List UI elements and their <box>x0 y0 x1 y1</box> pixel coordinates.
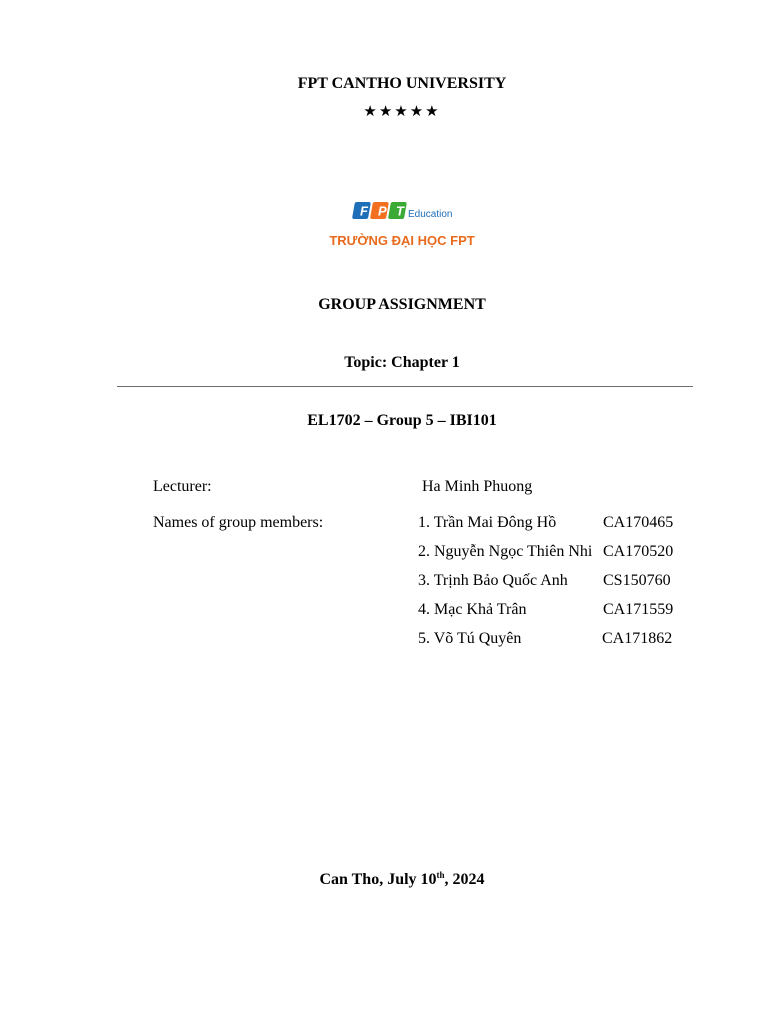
logo-wordmark-p: P <box>378 203 387 219</box>
member-name: 1. Trần Mai Đông Hồ <box>418 514 557 531</box>
date-prefix: Can Tho, July 10 <box>319 871 437 888</box>
logo-subtitle: TRƯỜNG ĐẠI HỌC FPT <box>329 233 475 248</box>
member-name: 4. Mạc Khả Trân <box>418 601 527 618</box>
date-line <box>0 871 768 889</box>
date-year: , 2024 <box>444 871 485 888</box>
member-id: CA170520 <box>603 543 674 560</box>
member-id: CA171862 <box>602 630 673 647</box>
logo-education-text: Education <box>408 209 453 220</box>
member-name: 3. Trịnh Bảo Quốc Anh <box>418 572 568 589</box>
fpt-education-logo <box>312 196 492 252</box>
horizontal-divider <box>117 386 693 387</box>
member-id: CA170465 <box>603 514 674 531</box>
member-name: 2. Nguyễn Ngọc Thiên Nhi <box>418 543 593 560</box>
course-line: EL1702 – Group 5 – IBI101 <box>307 412 497 429</box>
logo-wordmark-t: T <box>396 203 404 219</box>
university-name: FPT CANTHO UNIVERSITY <box>297 75 507 92</box>
member-id: CA171559 <box>603 601 674 618</box>
assignment-title: GROUP ASSIGNMENT <box>318 296 486 313</box>
date-ordinal-suffix: th <box>436 870 445 880</box>
lecturer-name: Ha Minh Phuong <box>422 478 533 495</box>
member-name: 5. Võ Tú Quyên <box>418 630 522 647</box>
members-label: Names of group members: <box>153 514 324 531</box>
logo-wordmark-f: F <box>360 203 368 219</box>
member-id: CS150760 <box>603 572 671 589</box>
stars-decoration: ★★★★★ <box>363 104 441 120</box>
topic-line: Topic: Chapter 1 <box>344 354 460 371</box>
lecturer-label: Lecturer: <box>153 478 212 495</box>
